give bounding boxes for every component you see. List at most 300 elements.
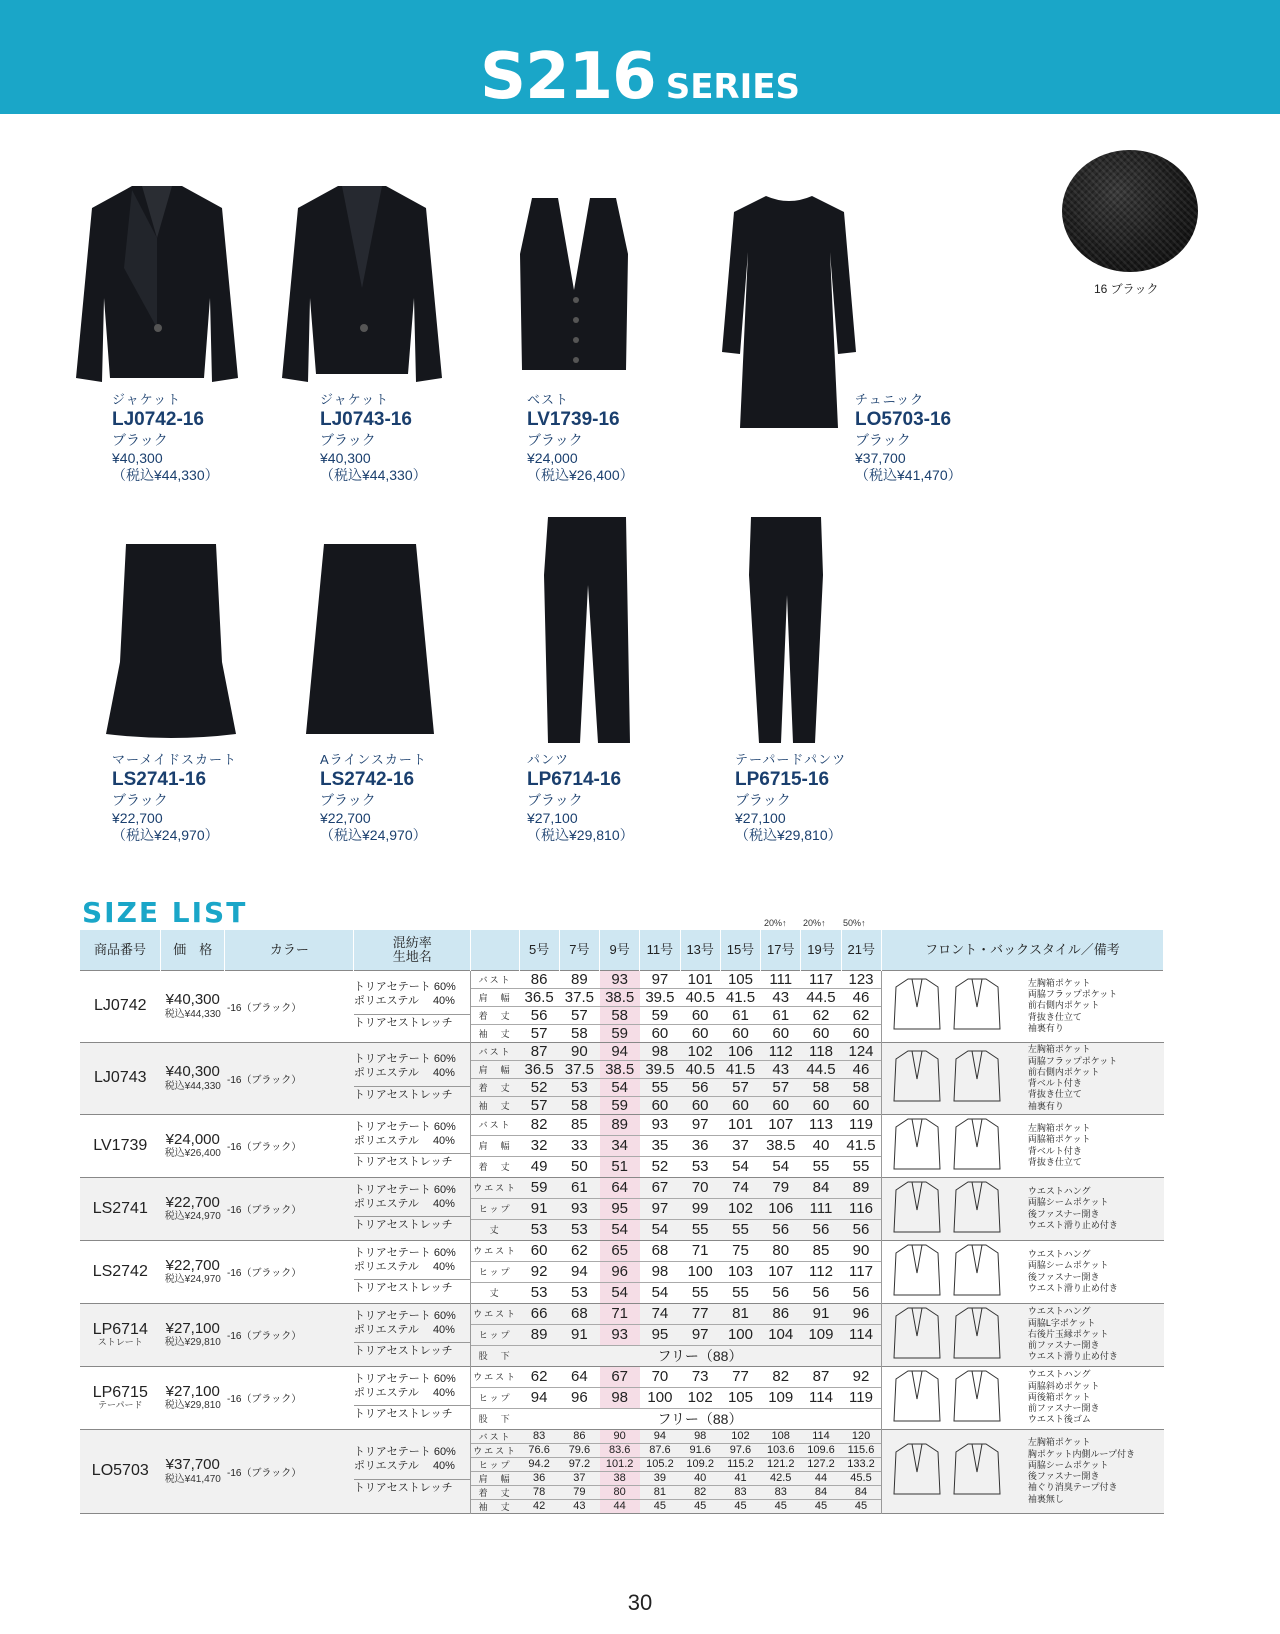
- size-value: 57: [720, 1078, 760, 1096]
- product-tax-price: （税込¥29,810）: [735, 827, 842, 843]
- size-value: 37.5: [559, 1060, 599, 1078]
- price-text: ¥37,700: [165, 1456, 220, 1474]
- size-value: 94.2: [519, 1457, 559, 1471]
- table-row: [80, 1429, 1164, 1443]
- size-value: 64: [600, 1177, 640, 1198]
- size-table: [80, 930, 1164, 1514]
- size-value: 60: [801, 1096, 841, 1114]
- product-number: [80, 1114, 161, 1177]
- tax-price: 税込¥24,970: [164, 1274, 221, 1286]
- size-value: 98: [600, 1387, 640, 1408]
- product-category: Aラインスカート: [320, 752, 427, 767]
- measure-label: ウエスト: [471, 1177, 519, 1198]
- product-category: ベスト: [527, 392, 570, 407]
- fabric-name: トリアセストレッチ: [354, 1479, 470, 1496]
- product-color: ブラック: [112, 792, 168, 808]
- product-tax-price: （税込¥26,400）: [527, 467, 634, 483]
- note-line: ウエスト滑り止め付き: [1027, 1219, 1118, 1230]
- size-value: 68: [571, 1305, 588, 1322]
- product-number: [80, 970, 161, 1042]
- note-line: 胸ポケット内側ループ付き: [1027, 1448, 1135, 1459]
- size-value: 100: [640, 1387, 680, 1408]
- size-value: 58: [559, 1096, 599, 1114]
- material: [354, 970, 471, 1042]
- size-value: 86: [772, 1305, 790, 1322]
- size-value: 87: [812, 1368, 830, 1385]
- size-value: 43: [559, 1499, 599, 1513]
- size-value: 103.6: [761, 1443, 801, 1457]
- size-value: 100: [680, 1261, 720, 1282]
- product-card: [320, 752, 510, 845]
- series-title-big: S216: [480, 40, 656, 114]
- product-color: ブラック: [527, 792, 583, 808]
- size-value: 113: [809, 1116, 833, 1133]
- front-sketch: [892, 1049, 952, 1106]
- size-value: 83: [533, 1430, 546, 1442]
- product-price: ¥24,000: [527, 449, 578, 466]
- size-value: 60: [640, 1024, 680, 1042]
- size-value: 60: [761, 1024, 801, 1042]
- front-sketch: [892, 1369, 952, 1426]
- style-notes: [881, 1177, 1163, 1240]
- product-number-text: LJ0743: [94, 1069, 147, 1087]
- note-line: 両脇箱ポケット: [1027, 1134, 1091, 1145]
- note-line: 左胸箱ポケット: [1027, 1437, 1091, 1448]
- size-value: 32: [519, 1135, 559, 1156]
- size-value: 36: [519, 1471, 559, 1485]
- size-value: 42.5: [761, 1471, 801, 1485]
- note-line: 両脇シームポケット: [1027, 1260, 1109, 1271]
- size-value: 86: [573, 1430, 586, 1442]
- size-value: 54: [761, 1156, 801, 1177]
- size-value: 60: [640, 1096, 680, 1114]
- price-text: ¥22,700: [165, 1256, 220, 1274]
- back-sketch: [952, 1243, 1012, 1300]
- size-value: 102: [720, 1198, 760, 1219]
- size-value: 33: [559, 1135, 599, 1156]
- product-number-text: LP6714: [92, 1320, 148, 1338]
- size-value: 87.6: [640, 1443, 680, 1457]
- measure-label: バスト: [471, 1042, 519, 1060]
- size-value: 75: [732, 1242, 749, 1259]
- size-value: 68: [651, 1242, 669, 1259]
- size-value: 56: [761, 1282, 801, 1303]
- size-value: 76.6: [519, 1443, 559, 1457]
- note-line: 両脇シームポケット: [1027, 1459, 1109, 1470]
- size-value: 114: [841, 1324, 881, 1345]
- price: [161, 1429, 225, 1513]
- material: [354, 1429, 471, 1513]
- size-value: 55: [801, 1156, 841, 1177]
- back-sketch: [952, 1049, 1012, 1106]
- product-code: LS2742-16: [320, 769, 415, 791]
- size-value: 85: [812, 1242, 830, 1259]
- size-value: 60: [720, 1024, 760, 1042]
- product-category: チュニック: [855, 392, 925, 407]
- note-line: 後ファスナー開き: [1027, 1471, 1100, 1481]
- size-value: 103: [720, 1261, 760, 1282]
- size-value: 112: [801, 1261, 841, 1282]
- product-number-text: LJ0742: [94, 997, 147, 1015]
- size-value: 82: [680, 1485, 720, 1499]
- size-value: 54: [640, 1219, 680, 1240]
- size-value: 80: [772, 1242, 790, 1259]
- size-value: 55: [841, 1156, 881, 1177]
- measure-label: ウエスト: [471, 1303, 519, 1324]
- material: [354, 1042, 471, 1114]
- size-value: 40: [680, 1471, 720, 1485]
- measure-label: 肩 幅: [471, 1135, 519, 1156]
- column-header: 19号: [801, 930, 841, 970]
- measure-label: 股 下: [471, 1408, 519, 1429]
- column-header: 9号: [600, 930, 640, 970]
- note-line: ウエストハング: [1027, 1306, 1091, 1317]
- product-category: テーパードパンツ: [735, 752, 847, 767]
- size-value: 53: [519, 1282, 559, 1303]
- size-value: 51: [600, 1156, 640, 1177]
- price: [161, 970, 225, 1042]
- size-value: 67: [600, 1366, 640, 1387]
- size-value: 58: [600, 1006, 640, 1024]
- product-price: ¥37,700: [855, 449, 906, 466]
- size-value: 55: [680, 1282, 720, 1303]
- size-value: 98: [651, 1042, 669, 1060]
- size-value: 115.6: [841, 1443, 881, 1457]
- measure-label: バスト: [471, 1114, 519, 1135]
- product-color: ブラック: [112, 432, 168, 448]
- size-value: 109: [761, 1387, 801, 1408]
- size-value: 109: [801, 1324, 841, 1345]
- column-header: 混紡率 生地名: [354, 930, 471, 970]
- size-value: 53: [559, 1219, 599, 1240]
- size-value: 59: [640, 1006, 680, 1024]
- material-1: トリアセテート 60%: [353, 1309, 456, 1322]
- size-value: 62: [571, 1242, 588, 1259]
- product-price: ¥22,700: [112, 809, 163, 826]
- size-value: 105: [720, 1387, 760, 1408]
- size-value: 102: [731, 1430, 750, 1442]
- size-value: 104: [761, 1324, 801, 1345]
- size-value: 96: [559, 1387, 599, 1408]
- size-value: 93: [559, 1198, 599, 1219]
- size-value: 121.2: [761, 1457, 801, 1471]
- size-value: 83: [761, 1485, 801, 1499]
- tax-price: 税込¥26,400: [164, 1148, 221, 1160]
- size-value: 95: [600, 1198, 640, 1219]
- material-1: トリアセテート 60%: [353, 1446, 456, 1459]
- size-value: 74: [732, 1179, 749, 1196]
- product-card: [320, 392, 510, 485]
- size-value: 112: [768, 1042, 793, 1060]
- fabric-name: トリアセストレッチ: [354, 1086, 470, 1103]
- size-value: 58: [801, 1078, 841, 1096]
- size-value: 60: [720, 1096, 760, 1114]
- table-row: [80, 970, 1164, 988]
- size-value: 60: [801, 1024, 841, 1042]
- size-value: 89: [852, 1179, 870, 1196]
- note-line: ウエストハング: [1027, 1369, 1091, 1380]
- size-value: 60: [841, 1096, 881, 1114]
- size-value: 105: [727, 970, 753, 988]
- column-header: カラー: [225, 930, 354, 970]
- size-value: 98: [694, 1430, 707, 1442]
- tax-price: 税込¥24,970: [164, 1211, 221, 1223]
- size-value: 89: [600, 1114, 640, 1135]
- measure-label: ヒップ: [471, 1261, 519, 1282]
- size-value: 114: [812, 1430, 830, 1442]
- size-value: 111: [801, 1198, 841, 1219]
- size-value: 55: [640, 1078, 680, 1096]
- product-color: ブラック: [855, 432, 911, 448]
- series-header: [0, 0, 1280, 114]
- size-value: 58: [559, 1024, 599, 1042]
- color: -16（ブラック）: [226, 1142, 302, 1153]
- product-number: [80, 1366, 161, 1429]
- size-value: 100: [720, 1324, 760, 1345]
- color: -16（ブラック）: [226, 1331, 302, 1342]
- size-value: 101: [687, 970, 713, 988]
- fabric-name: トリアセストレッチ: [354, 1014, 470, 1031]
- tapered-pants-image: [747, 515, 825, 747]
- size-value: 39.5: [640, 1060, 680, 1078]
- note-line: ウエスト滑り止め付き: [1027, 1351, 1118, 1362]
- table-row: [80, 1303, 1164, 1324]
- product-card: [855, 392, 1045, 485]
- pants-image: [540, 515, 632, 747]
- style-notes: [881, 1366, 1163, 1429]
- size-value: 116: [841, 1198, 881, 1219]
- size-value: 84: [801, 1485, 841, 1499]
- measure-label: バスト: [471, 1429, 519, 1443]
- back-sketch: [952, 1442, 1012, 1499]
- size-value: 98: [640, 1261, 680, 1282]
- style-notes: [881, 970, 1163, 1042]
- product-category: パンツ: [527, 752, 570, 767]
- size-value: 95: [640, 1324, 680, 1345]
- column-header: 11号: [640, 930, 680, 970]
- column-header: 15号: [720, 930, 760, 970]
- measure-label: ウエスト: [471, 1443, 519, 1457]
- measure-label: 袖 丈: [471, 1024, 519, 1042]
- size-value: 62: [841, 1006, 881, 1024]
- size-value: 56: [519, 1006, 559, 1024]
- size-value: 86: [530, 970, 548, 988]
- material-1: トリアセテート 60%: [353, 1120, 456, 1133]
- price-text: ¥22,700: [165, 1193, 220, 1211]
- material-2: ポリエステル 40%: [353, 1323, 455, 1336]
- product-number-text: LV1739: [93, 1136, 148, 1154]
- size-value: 56: [841, 1219, 881, 1240]
- column-header: 13号: [680, 930, 720, 970]
- measure-label: 股 下: [471, 1345, 519, 1366]
- measure-label: ヒップ: [471, 1324, 519, 1345]
- size-value: 45: [640, 1499, 680, 1513]
- price: [161, 1177, 225, 1240]
- size-value: 45: [720, 1499, 760, 1513]
- note-line: 両脇フラップポケット: [1027, 1055, 1118, 1066]
- material-2: ポリエステル 40%: [353, 1460, 455, 1473]
- size-value: 46: [841, 1060, 881, 1078]
- size-value: 83.6: [600, 1443, 640, 1457]
- product-price: ¥22,700: [320, 809, 371, 826]
- size-value: 56: [801, 1219, 841, 1240]
- price-text: ¥40,300: [165, 991, 220, 1009]
- note-line: 左胸箱ポケット: [1027, 1123, 1091, 1133]
- size-value: 127.2: [801, 1457, 841, 1471]
- size-value: 91: [519, 1198, 559, 1219]
- price-text: ¥27,100: [165, 1319, 220, 1337]
- product-color: ブラック: [735, 792, 791, 808]
- size-value: 77: [732, 1368, 749, 1385]
- product-color: ブラック: [320, 792, 376, 808]
- size-value: 114: [801, 1387, 841, 1408]
- size-value: 49: [519, 1156, 559, 1177]
- size-value: 107: [761, 1261, 801, 1282]
- column-header: 商品番号: [80, 930, 161, 970]
- size-value: 124: [848, 1042, 874, 1060]
- product-tax-price: （税込¥29,810）: [527, 827, 634, 843]
- size-value: 101: [727, 1116, 753, 1133]
- back-sketch: [952, 1117, 1012, 1174]
- size-value: 60: [761, 1096, 801, 1114]
- price: [161, 1366, 225, 1429]
- size-value: 54: [640, 1282, 680, 1303]
- size-value: 93: [600, 970, 640, 988]
- size-value: 97: [680, 1324, 720, 1345]
- size-value: 46: [841, 988, 881, 1006]
- size-value: 60: [680, 1006, 720, 1024]
- free-size: フリー（88）: [519, 1345, 881, 1366]
- front-sketch: [892, 1180, 952, 1237]
- size-value: 99: [680, 1198, 720, 1219]
- column-header: 21号: [841, 930, 881, 970]
- size-value: 40: [801, 1135, 841, 1156]
- product-price: ¥27,100: [527, 809, 578, 826]
- product-code: LJ0742-16: [112, 409, 204, 431]
- size-value: 56: [761, 1219, 801, 1240]
- style-notes: [881, 1240, 1163, 1303]
- size-value: 80: [600, 1485, 640, 1499]
- note-line: 袖裏有り: [1027, 1100, 1064, 1111]
- product-color: ブラック: [320, 432, 376, 448]
- size-value: 41.5: [720, 988, 760, 1006]
- material-2: ポリエステル 40%: [353, 1197, 455, 1210]
- aline-skirt-image: [302, 542, 438, 738]
- front-sketch: [892, 1306, 952, 1363]
- size-value: 133.2: [841, 1457, 881, 1471]
- price: [161, 1114, 225, 1177]
- table-row: [80, 1177, 1164, 1198]
- back-sketch: [952, 1369, 1012, 1426]
- back-sketch: [952, 1180, 1012, 1237]
- tax-price: 税込¥44,330: [164, 1080, 221, 1092]
- size-value: 83: [720, 1485, 760, 1499]
- product-code: LP6715-16: [735, 769, 830, 791]
- material: [354, 1177, 471, 1240]
- size-value: 40.5: [680, 1060, 720, 1078]
- size-value: 38.5: [600, 1060, 640, 1078]
- measure-label: ヒップ: [471, 1387, 519, 1408]
- product-card: [735, 752, 925, 845]
- size-value: 97: [691, 1116, 709, 1133]
- size-value: 56: [841, 1282, 881, 1303]
- size-value: 85: [571, 1116, 588, 1133]
- table-row: [80, 1240, 1164, 1261]
- size-value: 90: [600, 1429, 640, 1443]
- size-value: 37: [720, 1135, 760, 1156]
- size-value: 38.5: [600, 988, 640, 1006]
- size-value: 38: [600, 1471, 640, 1485]
- size-value: 44: [801, 1471, 841, 1485]
- size-value: 45: [761, 1499, 801, 1513]
- size-value: 54: [600, 1219, 640, 1240]
- size-value: 40.5: [680, 988, 720, 1006]
- size-value: 57: [559, 1006, 599, 1024]
- tax-price: 税込¥44,330: [164, 1008, 221, 1020]
- product-code: LO5703-16: [855, 409, 952, 431]
- size-value: 94: [559, 1261, 599, 1282]
- color: -16（ブラック）: [226, 1467, 302, 1479]
- size-value: 87: [530, 1042, 548, 1060]
- tax-price: 税込¥41,470: [164, 1473, 221, 1485]
- measure-label: 丈: [471, 1219, 519, 1240]
- note-line: ウエストハング: [1027, 1186, 1091, 1196]
- size-value: 97: [651, 970, 669, 988]
- product-code: LS2741-16: [112, 769, 207, 791]
- size-value: 82: [772, 1368, 790, 1385]
- table-row: [80, 1042, 1164, 1060]
- mermaid-skirt-image: [104, 542, 238, 738]
- size-value: 106: [727, 1042, 753, 1060]
- swatch-label: 16 ブラック: [1094, 282, 1159, 296]
- size-value: 61: [761, 1006, 801, 1024]
- size-value: 60: [530, 1242, 548, 1259]
- material: [354, 1240, 471, 1303]
- size-value: 53: [519, 1219, 559, 1240]
- size-value: 67: [651, 1179, 669, 1196]
- front-sketch: [892, 977, 952, 1034]
- size-list-title: SIZE LIST: [82, 896, 248, 929]
- size-value: 36.5: [519, 1060, 559, 1078]
- tax-price: 税込¥29,810: [164, 1400, 221, 1412]
- note-line: 背抜き仕立て: [1027, 1156, 1082, 1167]
- size-value: 60: [680, 1096, 720, 1114]
- size-value: 60: [680, 1024, 720, 1042]
- series-title-small: SERIES: [665, 67, 800, 107]
- vest-image: [518, 194, 630, 374]
- measure-label: 着 丈: [471, 1156, 519, 1177]
- size-value: 70: [691, 1179, 709, 1196]
- size-value: 53: [559, 1282, 599, 1303]
- product-tax-price: （税込¥41,470）: [855, 467, 962, 483]
- size-value: 79.6: [559, 1443, 599, 1457]
- size-value: 56: [801, 1282, 841, 1303]
- size-table-header: [80, 930, 1164, 970]
- product-category: マーメイドスカート: [112, 752, 237, 767]
- size-value: 57: [519, 1096, 559, 1114]
- note-line: 前右側内ポケット: [1027, 1000, 1100, 1011]
- size-value: 111: [769, 970, 793, 988]
- material-2: ポリエステル 40%: [353, 995, 455, 1008]
- size-value: 117: [841, 1261, 881, 1282]
- tax-price: 税込¥29,810: [164, 1337, 221, 1349]
- note-line: 左胸箱ポケット: [1027, 1044, 1091, 1055]
- product-color: ブラック: [527, 432, 583, 448]
- size-value: 78: [519, 1485, 559, 1499]
- size-value: 54: [720, 1156, 760, 1177]
- size-value: 61: [720, 1006, 760, 1024]
- size-value: 77: [691, 1305, 709, 1322]
